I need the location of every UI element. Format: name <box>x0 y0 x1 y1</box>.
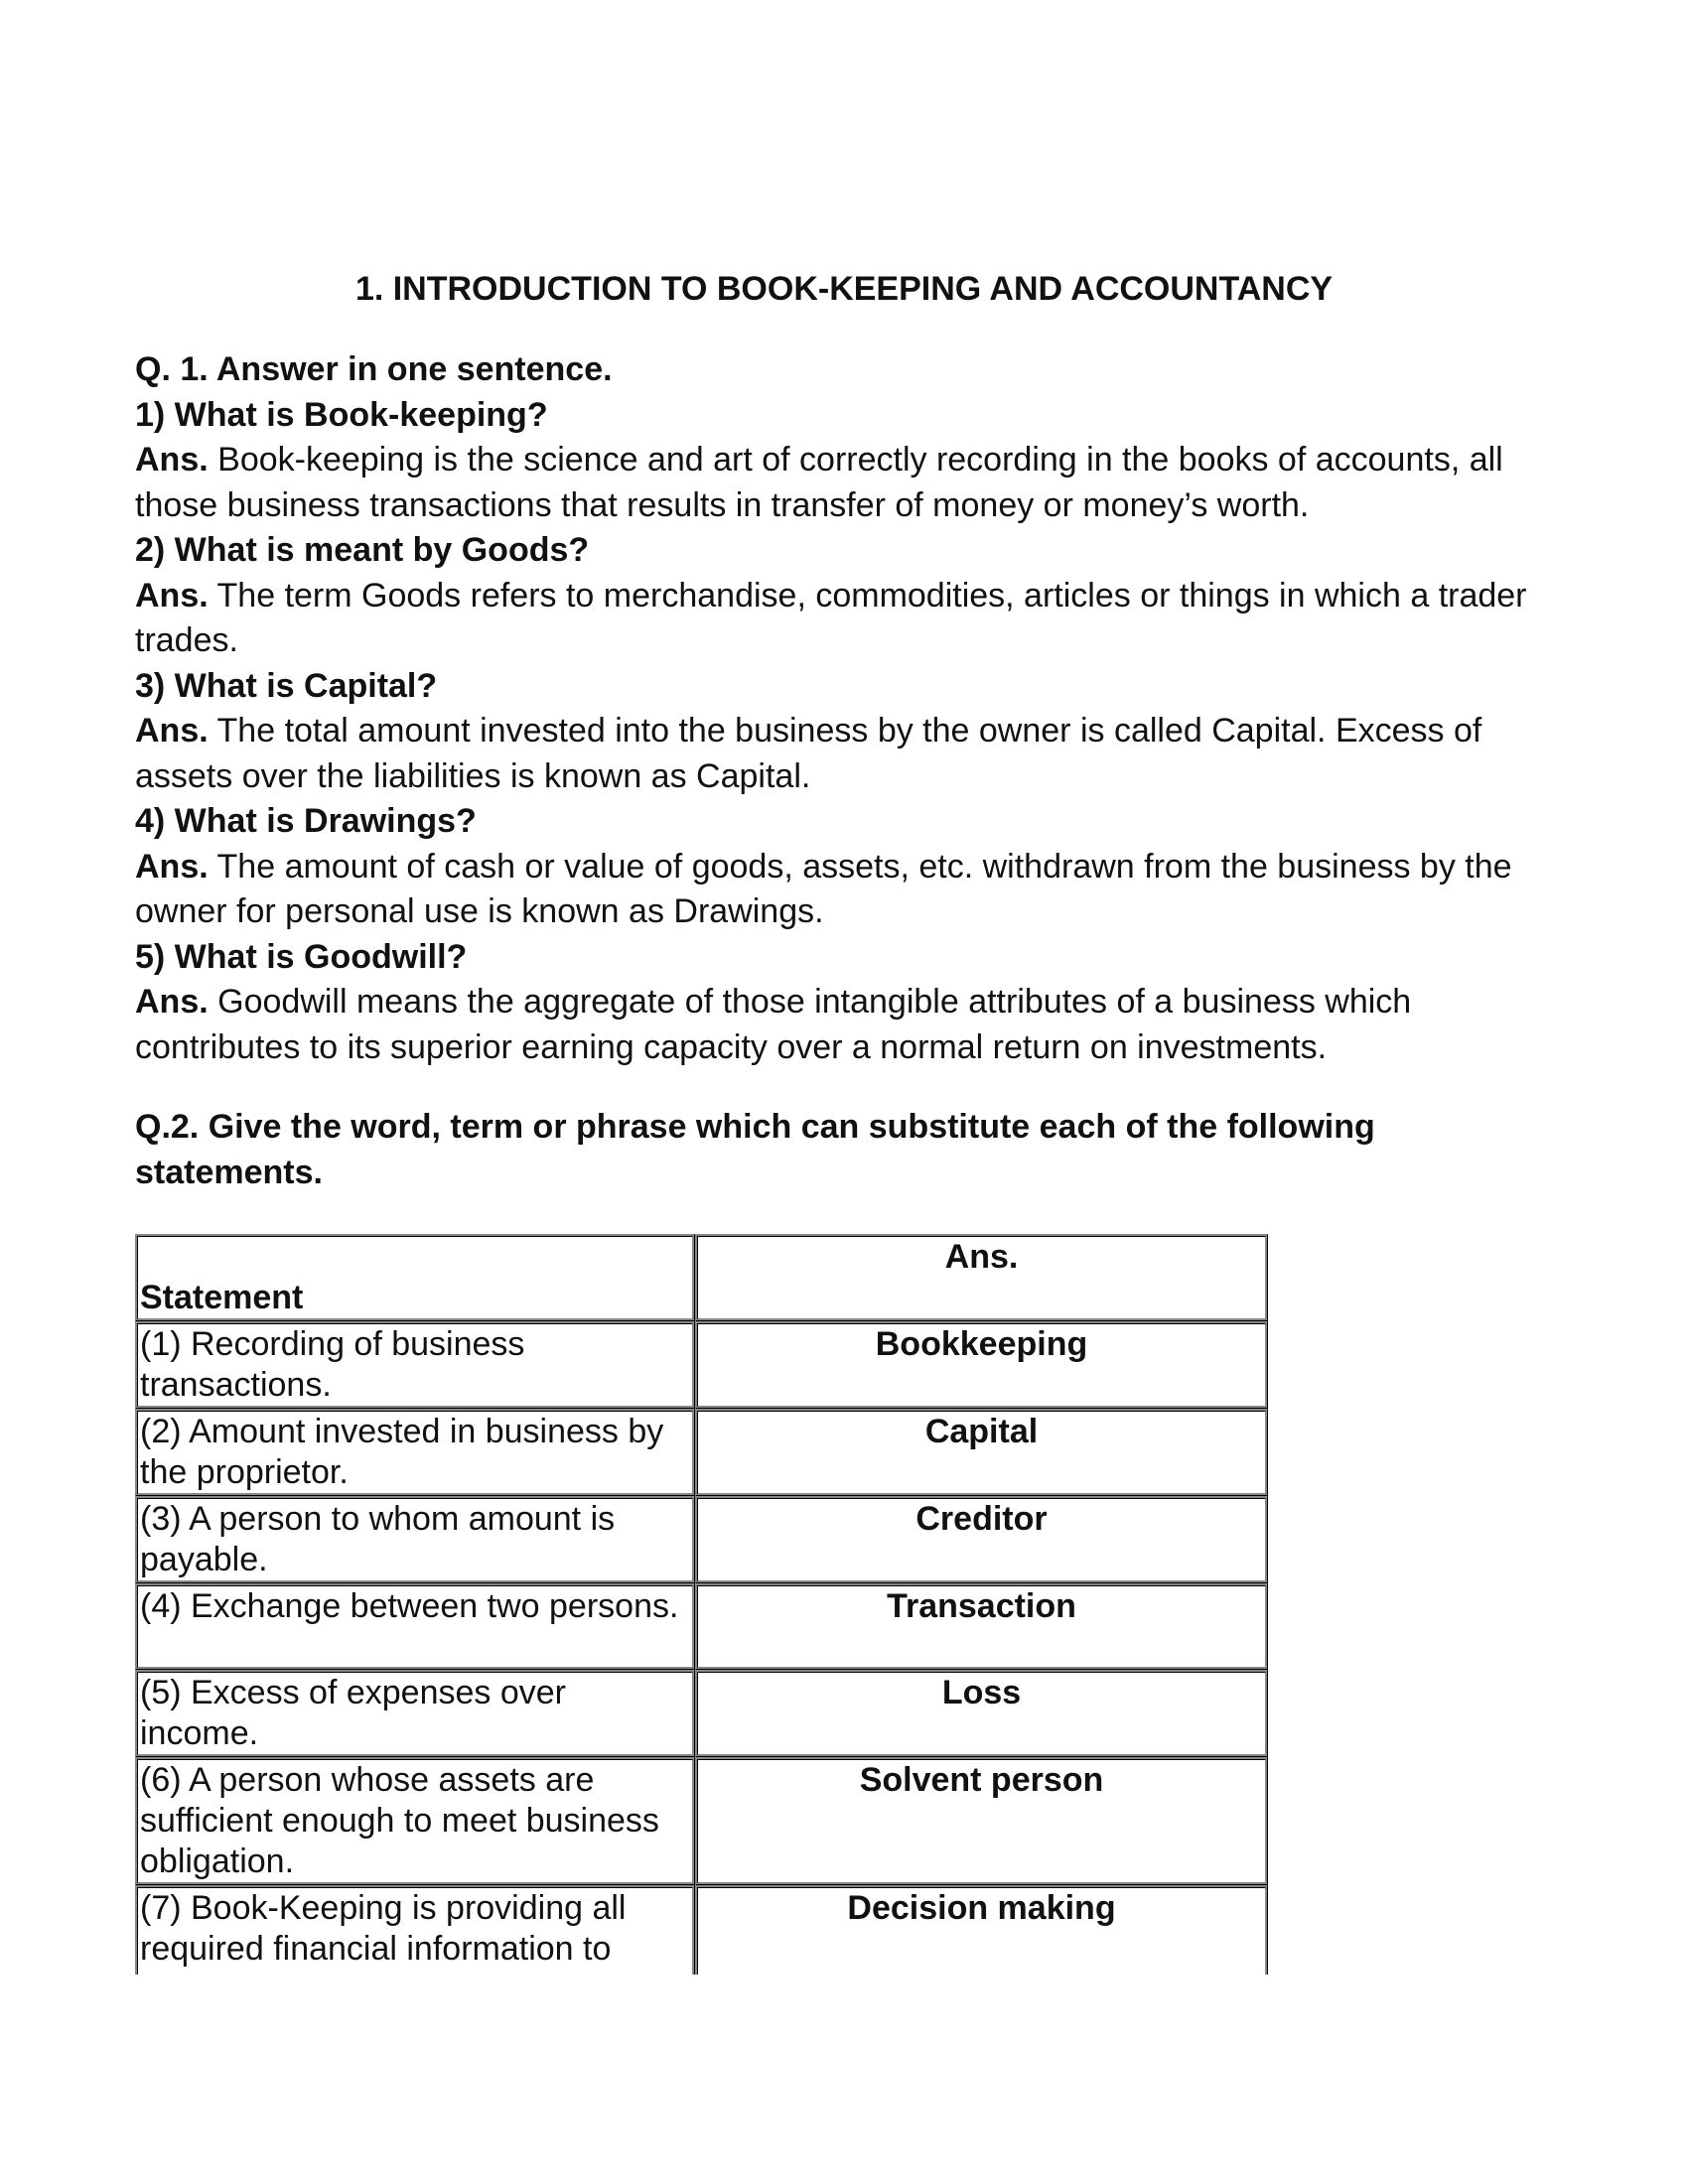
substitution-table <box>135 1234 1268 1975</box>
table-row <box>135 1757 1268 1885</box>
question-4: 4) What is Drawings? <box>135 802 477 840</box>
header-statement: Statement <box>135 1234 695 1321</box>
answer-text: The amount of cash or value of goods, assets, etc. withdrawn from the business by the owner for personal use is known as Drawings. <box>135 847 1512 930</box>
answer-text: The term Goods refers to merchandise, commodities, articles or things in which a trader trades. <box>135 576 1527 659</box>
statement-cell: (5) Excess of expenses over income. <box>135 1670 695 1757</box>
table-row <box>135 1583 1268 1670</box>
statement-cell: (7) Book-Keeping is providing all required financial information to <box>135 1885 695 1975</box>
answer-cell: Creditor <box>695 1496 1268 1583</box>
table-row <box>135 1409 1268 1496</box>
statement-cell: (1) Recording of business transactions. <box>135 1321 695 1409</box>
question-2: 2) What is meant by Goods? <box>135 531 590 569</box>
answer-1 <box>135 438 1565 528</box>
table-row <box>135 1321 1268 1409</box>
answer-cell: Transaction <box>695 1583 1268 1670</box>
table-row <box>135 1885 1268 1975</box>
answer-cell: Solvent person <box>695 1757 1268 1885</box>
answer-4 <box>135 845 1565 935</box>
answer-2 <box>135 574 1565 664</box>
answer-cell: Decision making <box>695 1885 1268 1975</box>
statement-cell: (2) Amount invested in business by the proprietor. <box>135 1409 695 1496</box>
question-5: 5) What is Goodwill? <box>135 937 468 976</box>
question-3: 3) What is Capital? <box>135 666 438 705</box>
answer-3 <box>135 709 1565 799</box>
answer-text: Book-keeping is the science and art of correctly recording in the books of accounts, all those business transactions that results in transfer of money or money’s worth. <box>135 441 1503 524</box>
header-answer: Ans. <box>695 1234 1268 1321</box>
statement-cell: (4) Exchange between two persons. <box>135 1583 695 1670</box>
answer-text: Goodwill means the aggregate of those intangible attributes of a business which contributes to its superior earning capacity over a normal return on investments. <box>135 983 1412 1066</box>
answer-5 <box>135 980 1565 1070</box>
table-row <box>135 1670 1268 1757</box>
answer-label: Ans. <box>135 441 209 478</box>
table-row <box>135 1496 1268 1583</box>
answer-label: Ans. <box>135 983 209 1021</box>
table-header-row <box>135 1234 1268 1321</box>
page-title: 1. INTRODUCTION TO BOOK-KEEPING AND ACCOUNTANCY <box>354 270 1334 308</box>
answer-cell: Capital <box>695 1409 1268 1496</box>
answer-cell: Bookkeeping <box>695 1321 1268 1409</box>
answer-label: Ans. <box>135 576 209 614</box>
section-heading: Q. 1. Answer in one sentence. <box>135 350 613 388</box>
substitution-table-wrapper <box>135 1234 1268 1975</box>
question-1: 1) What is Book-keeping? <box>135 395 548 434</box>
statement-cell: (6) A person whose assets are sufficient enough to meet business obligation. <box>135 1757 695 1885</box>
substitute-section-heading: Q.2. Give the word, term or phrase which can substitute each of the following statements. <box>135 1108 1375 1191</box>
answer-cell: Loss <box>695 1670 1268 1757</box>
statement-cell: (3) A person to whom amount is payable. <box>135 1496 695 1583</box>
answer-label: Ans. <box>135 712 209 750</box>
answer-text: The total amount invested into the business by the owner is called Capital. Excess of assets over the liabilities is known as Capital. <box>135 712 1482 795</box>
answer-label: Ans. <box>135 847 209 886</box>
one-sentence-section <box>135 347 1565 1070</box>
